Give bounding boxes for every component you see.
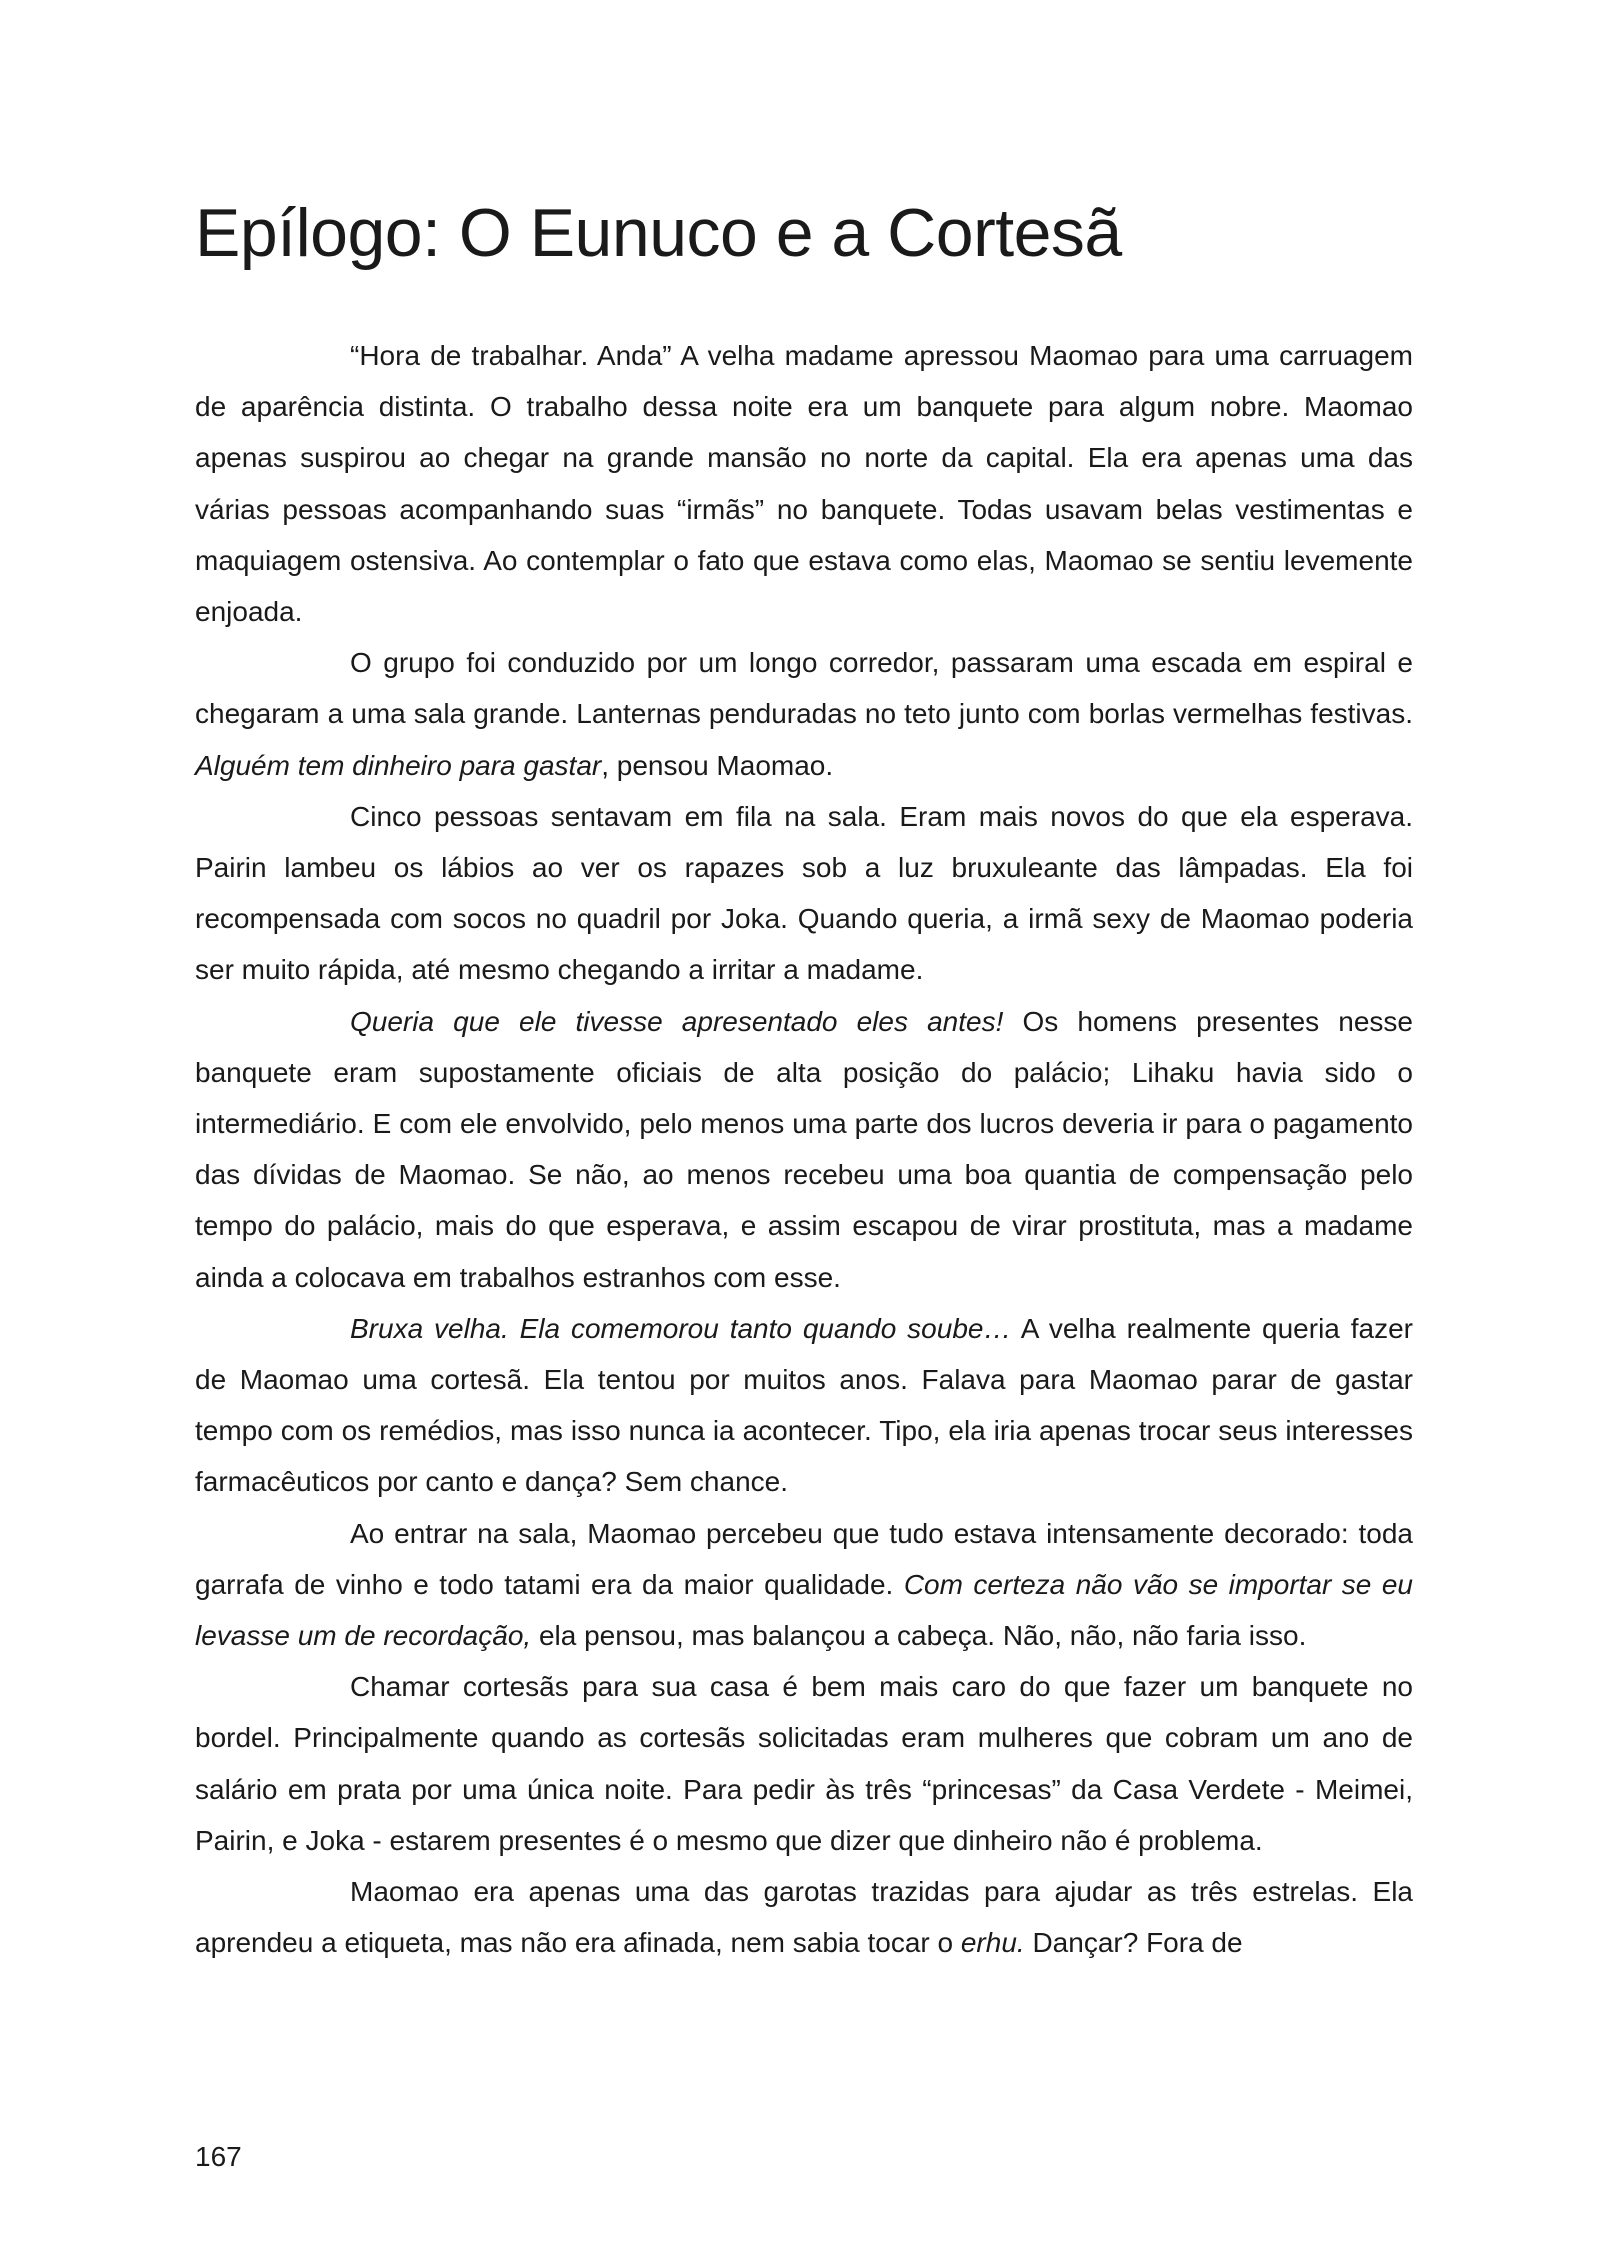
text-run: “Hora de trabalhar. Anda” A velha madame apressou Maomao para uma carruagem de aparência distinta. O trabalho dessa noite era um banquete para algum nobre. Maomao apenas suspirou ao chegar na grande mansão no norte da capital. Ela era apenas uma das várias pessoas acompanhando suas “irmãs” no banquete. Todas usavam belas vestimentas e maquiagem ostensiva. Ao contemplar o fato que estava como elas, Maomao se sentiu levemente enjoada. [195, 340, 1413, 628]
italic-text-run: erhu. [960, 1927, 1025, 1959]
italic-text-run: Alguém tem dinheiro para gastar [195, 749, 602, 781]
text-run: Ao entrar na sala, Maomao percebeu que tudo estava intensamente decorado: toda garrafa de vinho e todo tatami era da maior qualidade. [195, 1517, 1413, 1600]
text-run: Os homens presentes nesse banquete eram supostamente oficiais de alta posição do palácio; Lihaku havia sido o intermediário. E com ele envolvido, pelo menos uma parte dos lucros deveria ir para o pagamento das dívidas de Maomao. Se não, ao menos recebeu uma boa quantia de compensação pelo tempo do palácio, mais do que esperava, e assim escapou de virar prostituta, mas a madame ainda a colocava em trabalhos estranhos com esse. [195, 1005, 1413, 1293]
paragraph [195, 330, 1413, 637]
text-run: Dançar? Fora de [1024, 1927, 1243, 1959]
italic-text-run: Com certeza não vão se importar se eu levasse um de recordação, [195, 1568, 1414, 1652]
chapter-body [195, 330, 1413, 1969]
text-run: ela pensou, mas balançou a cabeça. Não, não, não faria isso. [531, 1620, 1307, 1652]
text-run: A velha realmente queria fazer de Maomao uma cortesã. Ela tentou por muitos anos. Falava para Maomao parar de gastar tempo com os remédios, mas isso nunca ia acontecer. Tipo, ela iria apenas trocar seus interesses farmacêuticos por canto e dança? Sem chance. [195, 1312, 1413, 1498]
paragraph [195, 1661, 1413, 1866]
text-run: , pensou Maomao. [601, 749, 834, 781]
italic-text-run: Bruxa velha. Ela comemorou tanto quando soube… [350, 1312, 1012, 1344]
paragraph [195, 1508, 1413, 1662]
text-run: O grupo foi conduzido por um longo corredor, passaram uma escada em espiral e chegaram a uma sala grande. Lanternas penduradas no teto junto com borlas vermelhas festivas. [195, 647, 1413, 730]
paragraph [195, 996, 1413, 1303]
page-number: 167 [195, 2141, 242, 2172]
paragraph [195, 1303, 1413, 1508]
paragraph [195, 791, 1413, 996]
paragraph [195, 1866, 1413, 1968]
paragraph [195, 637, 1413, 791]
chapter-title: Epílogo: O Eunuco e a Cortesã [195, 195, 1122, 271]
text-run: Chamar cortesãs para sua casa é bem mais caro do que fazer um banquete no bordel. Principalmente quando as cortesãs solicitadas eram mulheres que cobram um ano de salário em prata por uma única noite. Para pedir às três “princesas” da Casa Verdete - Meimei, Pairin, e Joka - estarem presentes é o mesmo que dizer que dinheiro não é problema. [195, 1671, 1413, 1856]
text-run: Maomao era apenas uma das garotas trazidas para ajudar as três estrelas. Ela aprendeu a etiqueta, mas não era afinada, nem sabia tocar o [195, 1876, 1413, 1959]
text-run: Cinco pessoas sentavam em fila na sala. Eram mais novos do que ela esperava. Pairin lambeu os lábios ao ver os rapazes sob a luz bruxuleante das lâmpadas. Ela foi recompensada com socos no quadril por Joka. Quando queria, a irmã sexy de Maomao poderia ser muito rápida, até mesmo chegando a irritar a madame. [195, 800, 1413, 986]
italic-text-run: Queria que ele tivesse apresentado eles antes! [350, 1005, 1004, 1037]
